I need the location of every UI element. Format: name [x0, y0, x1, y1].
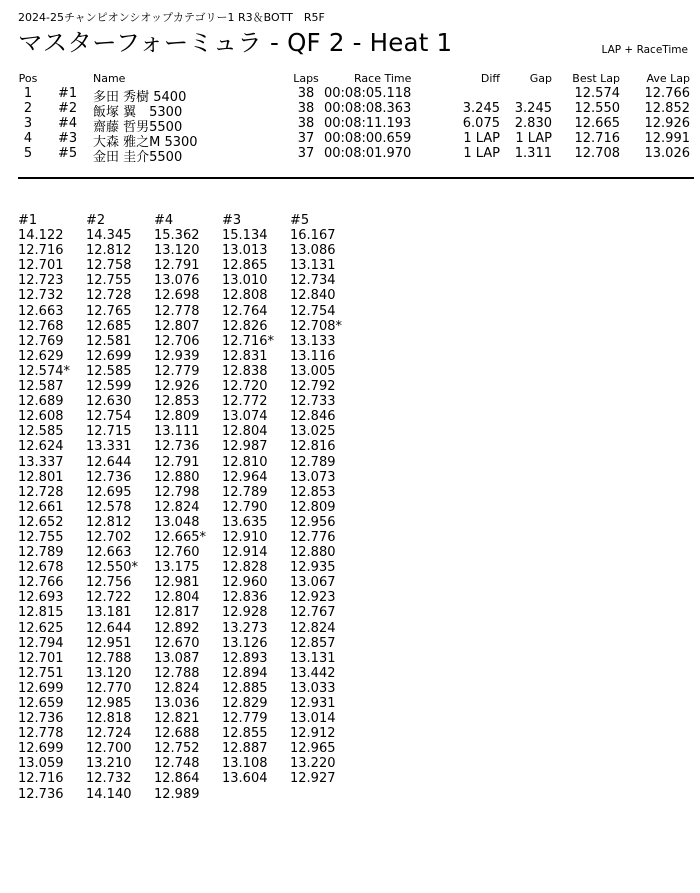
- lap-time: 13.604: [222, 771, 268, 787]
- lap-time: 12.624: [18, 439, 64, 455]
- lap-time: 12.734: [290, 273, 336, 289]
- lap-time: 12.693: [18, 590, 64, 606]
- lap-times-grid: [18, 213, 358, 802]
- lap-column-header: #4: [154, 213, 174, 228]
- lap-time: 12.951: [86, 635, 132, 651]
- lap-time: 12.732: [18, 288, 64, 304]
- lap-column-header: #1: [18, 213, 38, 228]
- lap-time: 12.887: [222, 741, 268, 757]
- lap-time: 12.663: [86, 545, 132, 561]
- result-diff: 3.245: [462, 101, 500, 116]
- lap-time: 13.120: [154, 243, 200, 259]
- result-gap: 1 LAP: [515, 131, 552, 146]
- result-race-time: 00:08:11.193: [324, 116, 412, 131]
- lap-time: 13.442: [290, 665, 336, 681]
- lap-time: 12.892: [154, 620, 200, 636]
- result-diff: 1 LAP: [463, 131, 500, 146]
- result-laps: 37: [297, 146, 315, 161]
- lap-time: 13.010: [222, 273, 268, 289]
- result-ave-lap: 13.026: [644, 146, 690, 161]
- page-title: マスターフォーミュラ - QF 2 - Heat 1: [18, 28, 453, 57]
- lap-time: 12.716*: [222, 333, 274, 349]
- lap-time: 12.807: [154, 318, 200, 334]
- lap-time: 13.086: [290, 243, 336, 259]
- lap-time: 12.644: [86, 454, 132, 470]
- lap-time: 12.728: [86, 288, 132, 304]
- lap-time: 12.754: [86, 409, 132, 425]
- lap-time: 12.755: [18, 529, 64, 545]
- result-gap: 3.245: [514, 101, 552, 116]
- result-name: 金田 圭介5500: [93, 150, 183, 165]
- lap-column: [154, 213, 222, 802]
- lap-time: 12.644: [86, 620, 132, 636]
- lap-time: 12.791: [154, 454, 200, 470]
- result-laps: 37: [297, 131, 315, 146]
- result-pos: 3: [23, 116, 33, 131]
- lap-time: 12.720: [222, 379, 268, 395]
- lap-time: 12.829: [222, 696, 268, 711]
- lap-time: 13.116: [290, 348, 336, 364]
- lap-time: 13.013: [222, 243, 268, 259]
- lap-time: 12.965: [290, 741, 336, 757]
- lap-time: 12.700: [86, 741, 132, 757]
- lap-time: 12.699: [18, 680, 64, 696]
- lap-time: 12.788: [86, 650, 132, 666]
- lap-time: 12.736: [18, 711, 64, 727]
- lap-time: 12.695: [86, 484, 132, 500]
- lap-time: 12.779: [222, 711, 268, 727]
- result-row: [18, 146, 690, 165]
- lap-time: 12.831: [222, 348, 268, 364]
- lap-time: 12.661: [18, 499, 64, 515]
- lap-time: 12.926: [154, 379, 200, 395]
- header-pos: Pos: [18, 72, 38, 85]
- lap-time: 12.821: [154, 711, 200, 727]
- lap-time: 12.736: [154, 439, 200, 455]
- lap-time: 12.789: [18, 545, 64, 561]
- header-best-lap: Best Lap: [572, 72, 620, 85]
- lap-time: 12.812: [86, 514, 132, 530]
- lap-time: 12.722: [86, 590, 132, 606]
- result-best-lap: 12.716: [574, 131, 620, 146]
- lap-time: 12.893: [222, 650, 268, 666]
- lap-time: 12.765: [86, 303, 132, 319]
- lap-time: 12.755: [86, 273, 132, 289]
- result-pos: 4: [23, 131, 33, 146]
- lap-time: 14.140: [86, 786, 132, 802]
- results-header-row: [18, 72, 690, 86]
- lap-time: 12.931: [290, 696, 336, 711]
- lap-time: 12.880: [154, 469, 200, 485]
- header-name: Name: [93, 72, 126, 85]
- lap-time: 12.670: [154, 635, 200, 651]
- lap-time: 13.074: [222, 409, 268, 425]
- lap-time: 12.688: [154, 726, 200, 742]
- header-diff: Diff: [480, 72, 500, 85]
- lap-time: 12.663: [18, 303, 64, 319]
- result-race-time: 00:08:08.363: [324, 101, 412, 116]
- lap-time: 12.736: [86, 469, 132, 485]
- result-laps: 38: [297, 86, 315, 101]
- lap-time: 12.935: [290, 560, 336, 576]
- lap-time: 12.752: [154, 741, 200, 757]
- lap-time: 12.788: [154, 665, 200, 681]
- lap-time: 12.894: [222, 665, 268, 681]
- lap-time: 12.698: [154, 288, 200, 304]
- lap-time: 12.928: [222, 605, 268, 621]
- lap-time: 12.817: [154, 605, 200, 621]
- lap-time: 13.120: [86, 665, 132, 681]
- lap-time: 12.723: [18, 273, 64, 289]
- lap-time: 12.724: [86, 726, 132, 742]
- lap-time: 12.880: [290, 545, 336, 561]
- lap-time: 12.778: [154, 303, 200, 319]
- lap-time: 12.585: [18, 424, 64, 440]
- header-ave-lap: Ave Lap: [646, 72, 690, 85]
- lap-time: 12.824: [154, 499, 200, 515]
- result-name: 多田 秀樹 5400: [93, 90, 187, 105]
- lap-time: 12.736: [18, 786, 64, 802]
- lap-time: 12.885: [222, 680, 268, 696]
- lap-time: 13.175: [154, 560, 200, 576]
- result-ave-lap: 12.991: [644, 131, 690, 146]
- lap-time: 14.345: [86, 228, 132, 244]
- lap-time: 12.716: [18, 771, 64, 787]
- result-num: #5: [58, 146, 78, 161]
- lap-time: 12.804: [222, 424, 268, 440]
- lap-time: 12.608: [18, 409, 64, 425]
- lap-time: 13.181: [86, 605, 132, 621]
- result-best-lap: 12.665: [574, 116, 620, 131]
- lap-time: 12.824: [290, 620, 336, 636]
- lap-time: 12.981: [154, 575, 200, 591]
- lap-time: 12.791: [154, 258, 200, 274]
- lap-time: 12.768: [18, 318, 64, 334]
- lap-time: 12.732: [86, 771, 132, 787]
- lap-time: 13.220: [290, 756, 336, 772]
- lap-time: 12.748: [154, 756, 200, 772]
- result-name: 齋藤 哲男5500: [93, 120, 183, 135]
- header-gap: Gap: [529, 72, 552, 85]
- lap-time: 12.857: [290, 635, 336, 651]
- result-pos: 5: [23, 146, 33, 161]
- lap-time: 12.776: [290, 529, 336, 545]
- lap-time: 12.599: [86, 379, 132, 395]
- lap-time: 12.659: [18, 696, 64, 711]
- result-name: 大森 雅之M 5300: [93, 135, 198, 150]
- lap-time: 12.809: [154, 409, 200, 425]
- lap-time: 12.864: [154, 771, 200, 787]
- result-row: [18, 116, 690, 135]
- lap-time: 12.939: [154, 348, 200, 364]
- lap-column: [290, 213, 358, 802]
- result-row: [18, 86, 690, 105]
- lap-time: 12.685: [86, 318, 132, 334]
- lap-time: 12.840: [290, 288, 336, 304]
- lap-time: 12.751: [18, 665, 64, 681]
- lap-time: 12.804: [154, 590, 200, 606]
- lap-time: 13.067: [290, 575, 336, 591]
- lap-time: 12.769: [18, 333, 64, 349]
- lap-time: 12.770: [86, 680, 132, 696]
- lap-time: 12.550*: [86, 560, 138, 576]
- lap-time: 12.756: [86, 575, 132, 591]
- lap-time: 13.635: [222, 514, 268, 530]
- lap-time: 12.629: [18, 348, 64, 364]
- result-race-time: 00:08:01.970: [324, 146, 412, 161]
- lap-time: 12.792: [290, 379, 336, 395]
- lap-time: 12.794: [18, 635, 64, 651]
- result-laps: 38: [297, 116, 315, 131]
- lap-time: 12.812: [86, 243, 132, 259]
- lap-column: [86, 213, 154, 802]
- lap-time: 12.574*: [18, 363, 70, 379]
- lap-time: 13.033: [290, 680, 336, 696]
- lap-time: 13.131: [290, 258, 336, 274]
- lap-time: 12.810: [222, 454, 268, 470]
- result-pos: 1: [23, 86, 33, 101]
- lap-time: 12.853: [154, 394, 200, 410]
- lap-time: 12.716: [18, 243, 64, 259]
- lap-time: 12.665*: [154, 529, 206, 545]
- lap-time: 12.699: [86, 348, 132, 364]
- lap-time: 12.927: [290, 771, 336, 787]
- lap-time: 12.701: [18, 258, 64, 274]
- lap-time: 12.778: [18, 726, 64, 742]
- result-num: #3: [58, 131, 78, 146]
- lap-time: 12.914: [222, 545, 268, 561]
- result-num: #1: [58, 86, 78, 101]
- lap-time: 12.815: [18, 605, 64, 621]
- result-best-lap: 12.708: [574, 146, 620, 161]
- lap-time: 12.708*: [290, 318, 342, 334]
- result-pos: 2: [23, 101, 33, 116]
- lap-time: 12.581: [86, 333, 132, 349]
- result-laps: 38: [297, 101, 315, 116]
- lap-time: 13.210: [86, 756, 132, 772]
- lap-column-header: #5: [290, 213, 310, 228]
- result-ave-lap: 12.766: [644, 86, 690, 101]
- results-table: [18, 72, 690, 165]
- lap-time: 12.824: [154, 680, 200, 696]
- lap-time: 12.989: [154, 786, 200, 802]
- lap-time: 15.362: [154, 228, 200, 244]
- lap-time: 12.956: [290, 514, 336, 530]
- lap-time: 12.587: [18, 379, 64, 395]
- lap-time: 13.073: [290, 469, 336, 485]
- result-race-time: 00:08:05.118: [324, 86, 412, 101]
- lap-time: 12.733: [290, 394, 336, 410]
- result-name: 飯塚 翼 5300: [93, 105, 183, 120]
- result-gap: 2.830: [514, 116, 552, 131]
- lap-time: 12.578: [86, 499, 132, 515]
- result-best-lap: 12.550: [574, 101, 620, 116]
- lap-time: 12.689: [18, 394, 64, 410]
- lap-time: 16.167: [290, 228, 336, 244]
- header-race-time: Race Time: [354, 72, 412, 85]
- divider: [18, 177, 694, 179]
- lap-time: 12.701: [18, 650, 64, 666]
- result-num: #4: [58, 116, 78, 131]
- lap-time: 12.767: [290, 605, 336, 621]
- lap-time: 12.779: [154, 363, 200, 379]
- lap-time: 12.912: [290, 726, 336, 742]
- lap-time: 12.801: [18, 469, 64, 485]
- lap-time: 12.652: [18, 514, 64, 530]
- results-body: [18, 86, 690, 165]
- lap-time: 12.766: [18, 575, 64, 591]
- lap-time: 12.585: [86, 363, 132, 379]
- lap-time: 12.855: [222, 726, 268, 742]
- lap-time: 12.853: [290, 484, 336, 500]
- lap-time: 13.108: [222, 756, 268, 772]
- lap-time: 13.036: [154, 696, 200, 711]
- result-race-time: 00:08:00.659: [324, 131, 412, 146]
- lap-time: 14.122: [18, 228, 64, 244]
- lap-time: 12.789: [222, 484, 268, 500]
- lap-time: 13.076: [154, 273, 200, 289]
- result-row: [18, 101, 690, 120]
- lap-time: 12.798: [154, 484, 200, 500]
- result-best-lap: 12.574: [574, 86, 620, 101]
- lap-time: 12.987: [222, 439, 268, 455]
- lap-time: 13.126: [222, 635, 268, 651]
- lap-time: 13.059: [18, 756, 64, 772]
- lap-time: 13.005: [290, 363, 336, 379]
- lap-time: 12.728: [18, 484, 64, 500]
- lap-time: 12.760: [154, 545, 200, 561]
- result-diff: 1 LAP: [463, 146, 500, 161]
- lap-time: 12.715: [86, 424, 132, 440]
- lap-time: 12.985: [86, 696, 132, 711]
- lap-time: 12.818: [86, 711, 132, 727]
- lap-time: 13.331: [86, 439, 132, 455]
- lap-time: 13.025: [290, 424, 336, 440]
- lap-column-header: #2: [86, 213, 106, 228]
- lap-time: 12.754: [290, 303, 336, 319]
- lap-time: 12.699: [18, 741, 64, 757]
- lap-time: 12.816: [290, 439, 336, 455]
- lap-time: 12.789: [290, 454, 336, 470]
- lap-time: 12.625: [18, 620, 64, 636]
- lap-time: 12.772: [222, 394, 268, 410]
- result-ave-lap: 12.926: [644, 116, 690, 131]
- lap-time: 12.630: [86, 394, 132, 410]
- lap-time: 12.836: [222, 590, 268, 606]
- lap-time: 12.838: [222, 363, 268, 379]
- lap-column: [18, 213, 86, 802]
- lap-time: 12.808: [222, 288, 268, 304]
- lap-time: 12.846: [290, 409, 336, 425]
- result-row: [18, 131, 690, 150]
- event-subtitle: 2024-25チャンピオンシオップカテゴリー1 R3＆BOTT R5F: [18, 11, 325, 24]
- lap-time: 12.809: [290, 499, 336, 515]
- lap-time: 13.337: [18, 454, 64, 470]
- lap-time: 12.790: [222, 499, 268, 515]
- lap-time: 12.758: [86, 258, 132, 274]
- lap-time: 12.826: [222, 318, 268, 334]
- lap-time: 13.087: [154, 650, 200, 666]
- result-diff: 6.075: [462, 116, 500, 131]
- lap-column-header: #3: [222, 213, 242, 228]
- result-num: #2: [58, 101, 78, 116]
- lap-time: 12.865: [222, 258, 268, 274]
- lap-time: 12.910: [222, 529, 268, 545]
- lap-time: 13.014: [290, 711, 336, 727]
- header-laps: Laps: [293, 72, 319, 85]
- lap-time: 12.964: [222, 469, 268, 485]
- lap-time: 13.133: [290, 333, 336, 349]
- lap-time: 12.960: [222, 575, 268, 591]
- lap-time: 12.702: [86, 529, 132, 545]
- lap-time: 12.923: [290, 590, 336, 606]
- lap-time: 13.048: [154, 514, 200, 530]
- result-gap: 1.311: [514, 146, 552, 161]
- lap-column: [222, 213, 290, 802]
- lap-time: 13.111: [154, 424, 200, 440]
- lap-time: 12.678: [18, 560, 64, 576]
- report-type-label: LAP + RaceTime: [601, 44, 688, 56]
- result-ave-lap: 12.852: [644, 101, 690, 116]
- lap-time: 13.131: [290, 650, 336, 666]
- lap-time: 12.706: [154, 333, 200, 349]
- lap-time: 13.273: [222, 620, 268, 636]
- lap-time: 15.134: [222, 228, 268, 244]
- lap-time: 12.764: [222, 303, 268, 319]
- lap-time: 12.828: [222, 560, 268, 576]
